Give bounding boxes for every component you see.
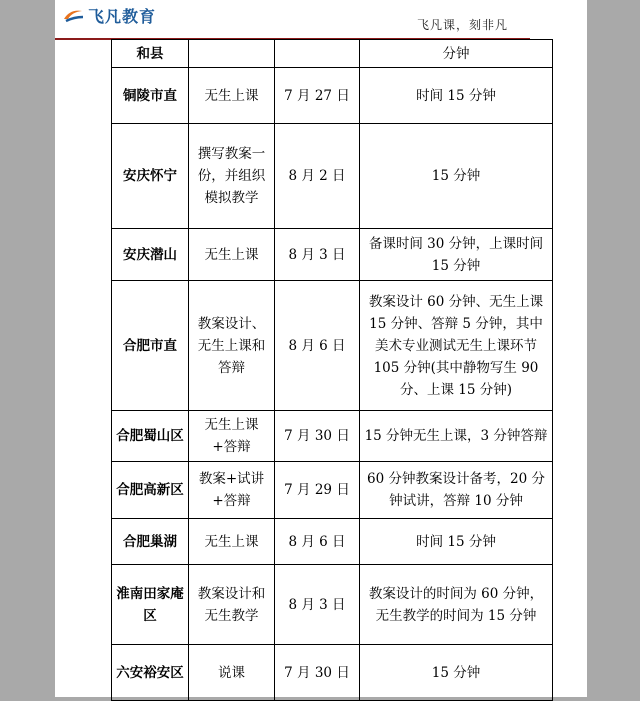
header-slogan: 飞凡课，刻非凡 [417, 18, 509, 32]
exam-form-cell: 无生上课 [189, 68, 275, 124]
exam-form-cell [189, 40, 275, 68]
exam-date-cell: 8 月 3 日 [275, 229, 360, 281]
exam-date-cell: 7 月 30 日 [275, 411, 360, 462]
duration-cell: 备课时间 30 分钟，上课时间 15 分钟 [360, 229, 553, 281]
region-cell: 淮南田家庵区 [112, 565, 189, 645]
region-cell: 铜陵市直 [112, 68, 189, 124]
duration-cell: 教案设计 60 分钟、无生上课 15 分钟、答辩 5 分钟，其中美术专业测试无生上课环节 105 分钟(其中静物写生 90 分、上课 15 分钟) [360, 281, 553, 411]
exam-date-cell: 8 月 2 日 [275, 124, 360, 229]
duration-cell: 15 分钟 [360, 124, 553, 229]
logo-text: 飞凡教育 [88, 7, 157, 26]
exam-form-cell: 教案设计和无生教学 [189, 565, 275, 645]
duration-cell: 时间 15 分钟 [360, 68, 553, 124]
region-cell: 安庆怀宁 [112, 124, 189, 229]
region-cell: 合肥高新区 [112, 462, 189, 519]
exam-date-cell: 8 月 3 日 [275, 565, 360, 645]
exam-date-cell [275, 40, 360, 68]
duration-cell: 15 分钟无生上课，3 分钟答辩 [360, 411, 553, 462]
brand-logo [62, 4, 156, 27]
logo-swoosh-icon [62, 7, 84, 25]
exam-form-cell: 无生上课 [189, 519, 275, 565]
region-cell: 合肥巢湖 [112, 519, 189, 565]
table-row [112, 519, 553, 565]
region-cell: 合肥蜀山区 [112, 411, 189, 462]
table-row [112, 411, 553, 462]
exam-date-cell: 7 月 27 日 [275, 68, 360, 124]
exam-form-cell: 教案+试讲+答辩 [189, 462, 275, 519]
duration-cell: 60 分钟教案设计备考，20 分钟试讲，答辩 10 分钟 [360, 462, 553, 519]
duration-cell: 分钟 [360, 40, 553, 68]
table-row [112, 229, 553, 281]
table-row [112, 40, 553, 68]
region-cell: 和县 [112, 40, 189, 68]
table-row [112, 124, 553, 229]
exam-date-cell: 7 月 29 日 [275, 462, 360, 519]
table-row [112, 462, 553, 519]
table-row [112, 281, 553, 411]
exam-form-cell: 无生上课 [189, 229, 275, 281]
region-cell: 安庆潜山 [112, 229, 189, 281]
duration-cell: 教案设计的时间为 60 分钟，无生教学的时间为 15 分钟 [360, 565, 553, 645]
table-row [112, 645, 553, 701]
exam-schedule-table [111, 39, 553, 701]
duration-cell: 时间 15 分钟 [360, 519, 553, 565]
table-row [112, 565, 553, 645]
table-row [112, 68, 553, 124]
exam-date-cell: 8 月 6 日 [275, 519, 360, 565]
exam-date-cell: 8 月 6 日 [275, 281, 360, 411]
exam-form-cell: 无生上课+答辩 [189, 411, 275, 462]
exam-form-cell: 撰写教案一份，并组织模拟教学 [189, 124, 275, 229]
exam-form-cell: 说课 [189, 645, 275, 701]
region-cell: 合肥市直 [112, 281, 189, 411]
exam-form-cell: 教案设计、无生上课和答辩 [189, 281, 275, 411]
duration-cell: 15 分钟 [360, 645, 553, 701]
exam-date-cell: 7 月 30 日 [275, 645, 360, 701]
region-cell: 六安裕安区 [112, 645, 189, 701]
